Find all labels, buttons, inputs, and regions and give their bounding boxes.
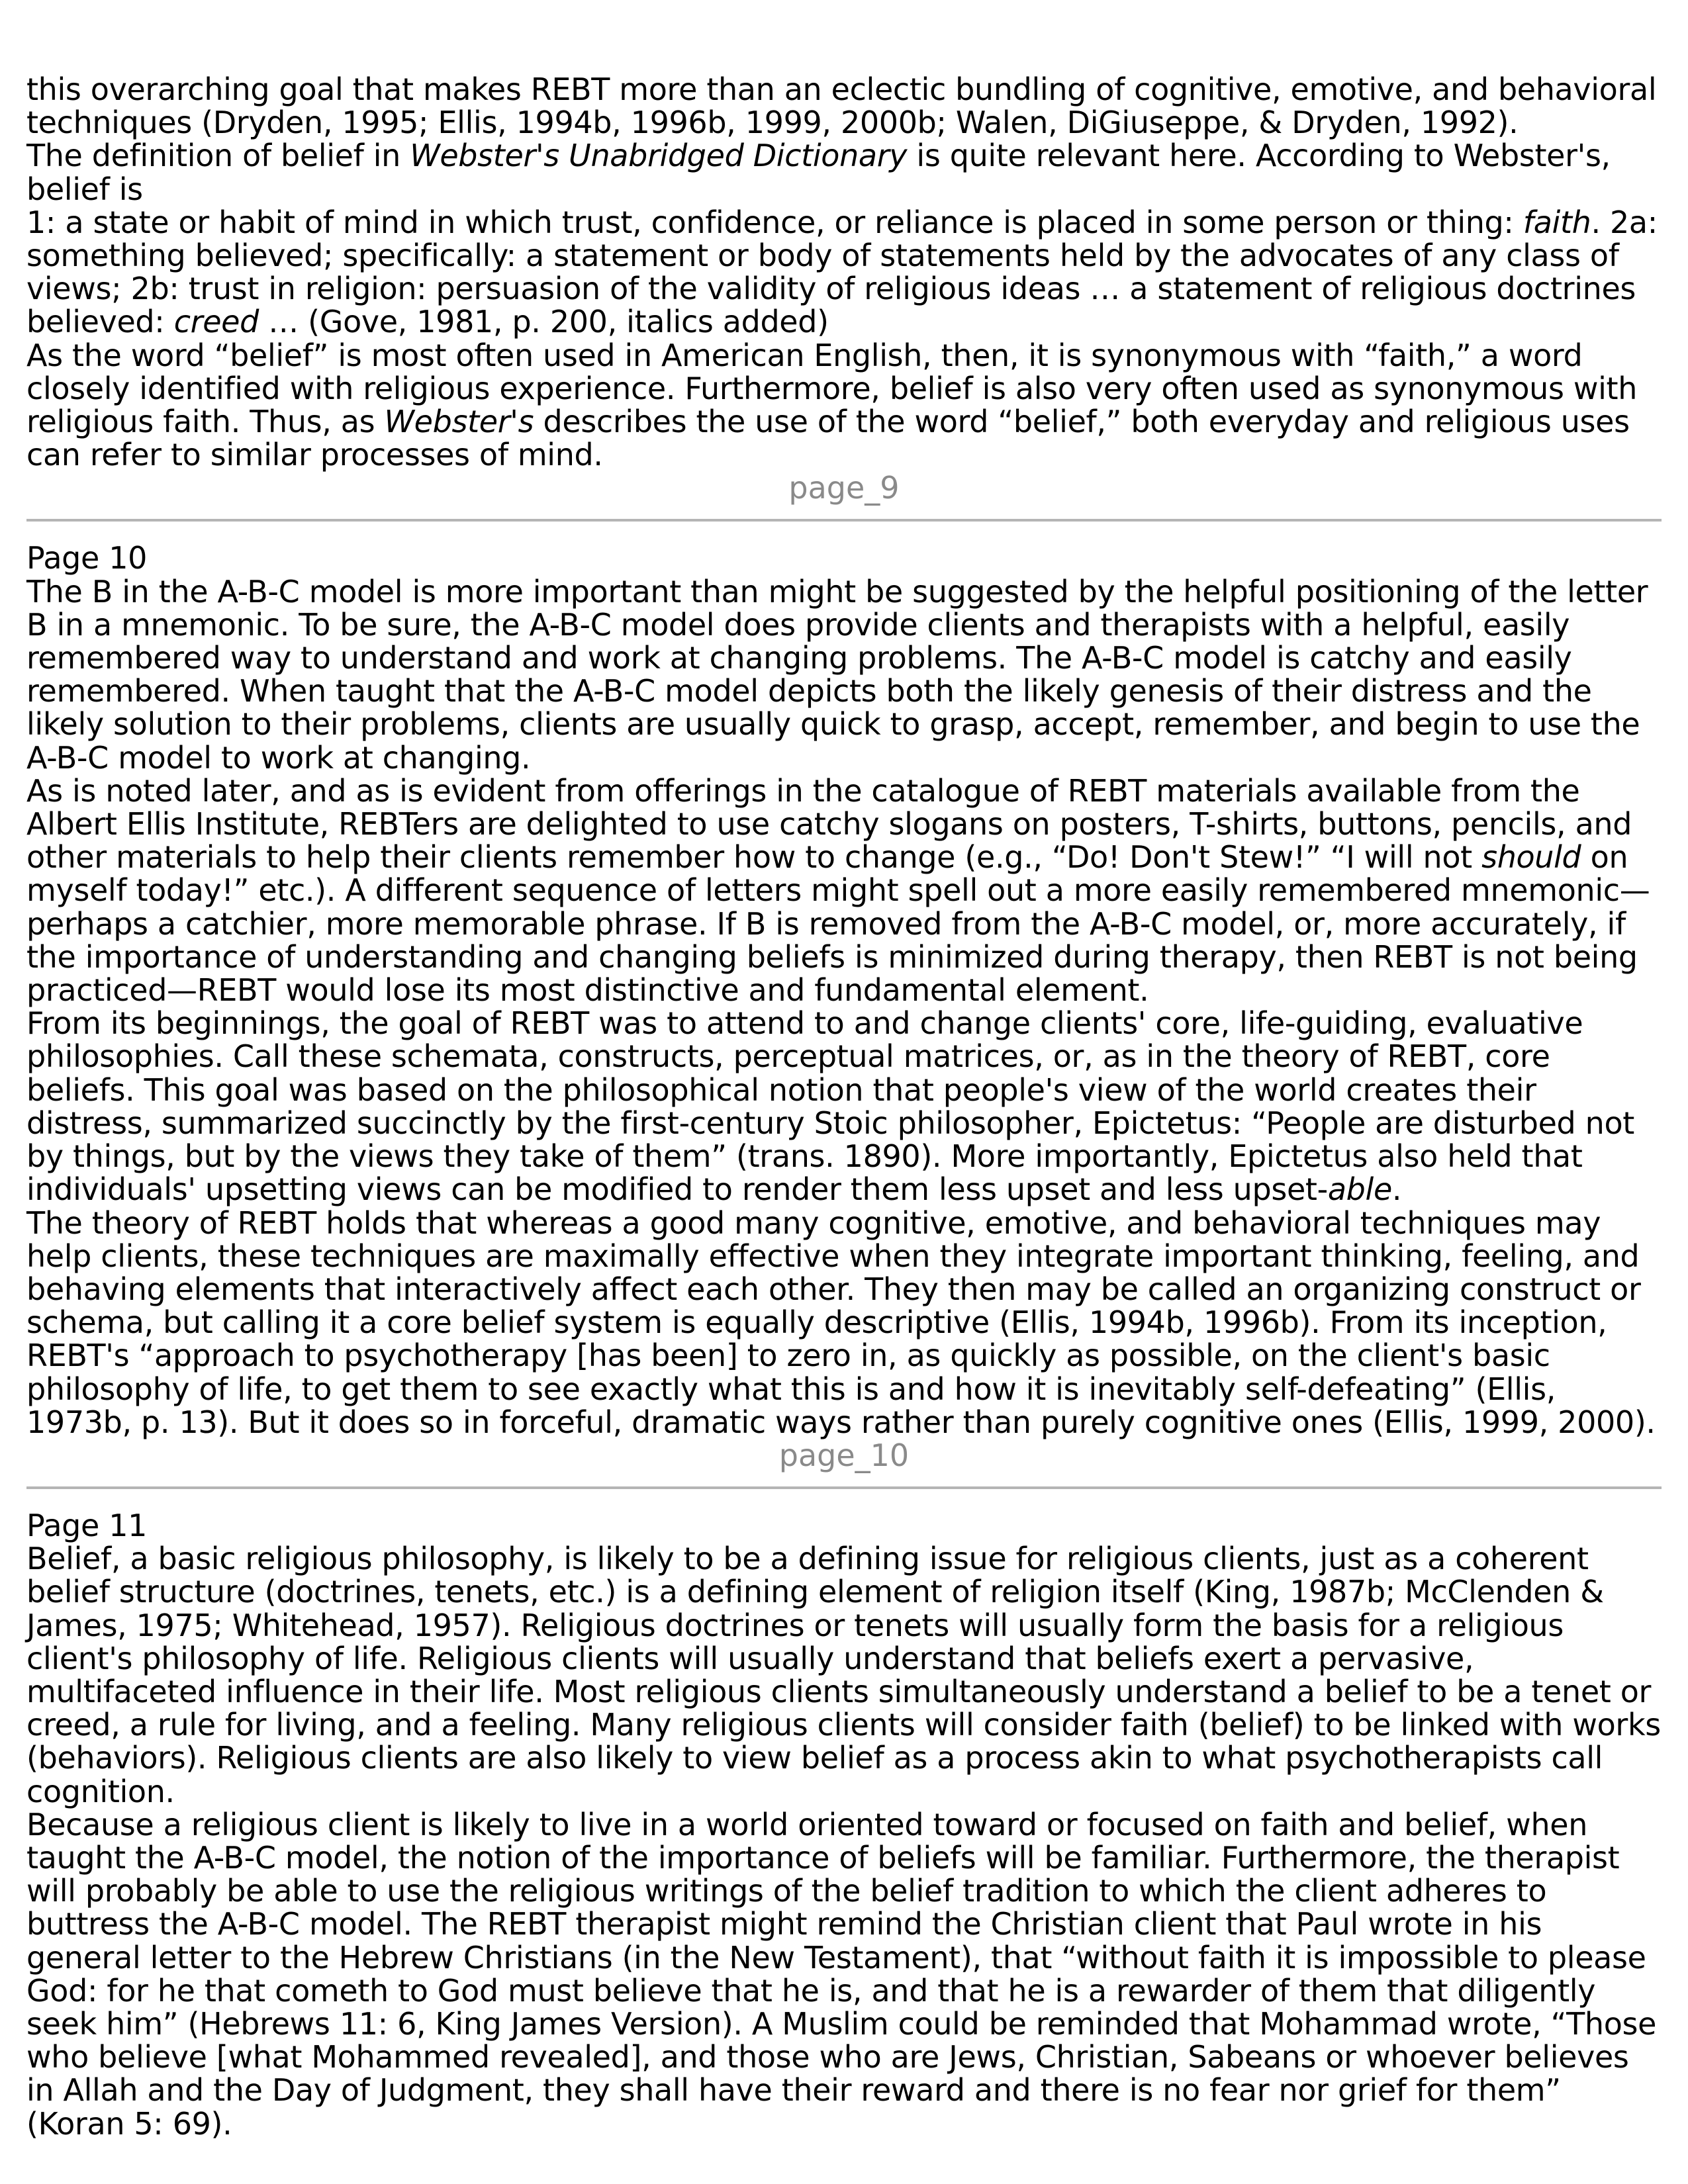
- paragraph: As the word “belief” is most often used in American English, then, it is synonymous with “faith,” a word closely identified with religious experience. Furthermore, belief is also very often used as synonymous with religious faith. Thus, as Webster's describes the use of the word “belief,” both everyday and religious uses can refer to similar processes of mind.: [26, 337, 1638, 473]
- italic-title: Webster's: [384, 404, 534, 440]
- page-heading: Page 10: [26, 540, 148, 576]
- italic-title: Webster's Unabridged Dictionary: [410, 138, 908, 174]
- page-divider: [26, 519, 1662, 522]
- page-10-section: [26, 541, 1662, 1471]
- dictionary-quote: 1: a state or habit of mind in which trust, confidence, or reliance is placed in some person or thing: faith. 2a: something believed; specifically: a statement or body of statements held by the advocates of any class of views; 2b: trust in religion: persuasion of the validity of religious ideas … a statement of religious doctrines believed: creed … (Gove, 1981, p. 200, italics added): [26, 204, 1658, 340]
- italic-word: faith: [1523, 204, 1591, 240]
- paragraph: Because a religious client is likely to live in a world oriented toward or focused on faith and belief, when taught the A-B-C model, the notion of the importance of beliefs will be familiar. Furthermore, the therapist will probably be able to use the religious writings of the belief tradition to which the client adheres to buttress the A-B-C model. The REBT therapist might remind the Christian client that Paul wrote in his general letter to the Hebrew Christians (in the New Testament), that “without faith it is impossible to please God: for he that cometh to God must believe that he is, and that he is a rewarder of them that diligently seek him” (Hebrews 11: 6, King James Version). A Muslim could be reminded that Mohammad wrote, “Those who believe [what Mohammed revealed], and those who are Jews, Christian, Sabeans or whoever believes in Allah and the Day of Judgment, they shall have their reward and there is no fear nor grief for them” (Koran 5: 69).: [26, 1806, 1657, 2142]
- paragraph: As is noted later, and as is evident from offerings in the catalogue of REBT materials available from the Albert Ellis Institute, REBTers are delighted to use catchy slogans on posters, T-shirts, buttons, pencils, and other materials to help their clients remember how to change (e.g., “Do! Don't Stew!” “I will not should on myself today!” etc.). A different sequence of letters might spell out a more easily remembered mnemonic—perhaps a catchier, more memorable phrase. If B is removed from the A-B-C model, or, more accurately, if the importance of understanding and changing beliefs is minimized during therapy, then REBT is not being practiced—REBT would lose its most distinctive and fundamental element.: [26, 772, 1650, 1009]
- italic-word: should: [1481, 839, 1581, 876]
- italic-word: creed: [173, 304, 259, 340]
- paragraph: Belief, a basic religious philosophy, is likely to be a defining issue for religious clients, just as a coherent belief structure (doctrines, tenets, etc.) is a defining element of religion itself (King, 1987b; McClenden & James, 1975; Whitehead, 1957). Religious doctrines or tenets will usually form the basis for a religious client's philosophy of life. Religious clients will usually understand that beliefs exert a pervasive, multifaceted influence in their life. Most religious clients simultaneously understand a belief to be a tenet or creed, a rule for living, and a feeling. Many religious clients will consider faith (belief) to be linked with works (behaviors). Religious clients are also likely to view belief as a process akin to what psychotherapists call cognition.: [26, 1541, 1661, 1809]
- italic-word: able: [1327, 1171, 1392, 1208]
- paragraph: this overarching goal that makes REBT more than an eclectic bundling of cognitive, emotive, and behavioral techniques (Dryden, 1995; Ellis, 1994b, 1996b, 1999, 2000b; Walen, DiGiuseppe, & Dryden, 1992).: [26, 71, 1657, 141]
- page-11-section: [26, 1509, 1662, 2140]
- page-folio: page_9: [788, 470, 900, 506]
- page-9-section: [26, 73, 1662, 504]
- paragraph: The definition of belief in Webster's Unabridged Dictionary is quite relevant here. According to Webster's, belief is: [26, 138, 1611, 207]
- paragraph: The theory of REBT holds that whereas a good many cognitive, emotive, and behavioral techniques may help clients, these techniques are maximally effective when they integrate important thinking, feeling, and behaving elements that interactively affect each other. They then may be called an organizing construct or schema, but calling it a core belief system is equally descriptive (Ellis, 1994b, 1996b). From its inception, REBT's “approach to psychotherapy [has been] to zero in, as quickly as possible, on the client's basic philosophy of life, to get them to see exactly what this is and how it is inevitably self-defeating” (Ellis, 1973b, p. 13). But it does so in forceful, dramatic ways rather than purely cognitive ones (Ellis, 1999, 2000).: [26, 1205, 1656, 1440]
- paragraph: The B in the A-B-C model is more important than might be suggested by the helpful positioning of the letter B in a mnemonic. To be sure, the A-B-C model does provide clients and therapists with a helpful, easily remembered way to understand and work at changing problems. The A-B-C model is catchy and easily remembered. When taught that the A-B-C model depicts both the likely genesis of their distress and the likely solution to their problems, clients are usually quick to grasp, accept, remember, and begin to use the A-B-C model to work at changing.: [26, 573, 1648, 776]
- page-divider: [26, 1486, 1662, 1489]
- document-page: [26, 73, 1662, 2140]
- paragraph: From its beginnings, the goal of REBT was to attend to and change clients' core, life-guiding, evaluative philosophies. Call these schemata, constructs, perceptual matrices, or, as in the theory of REBT, core beliefs. This goal was based on the philosophical notion that people's view of the world creates their distress, summarized succinctly by the first-century Stoic philosopher, Epictetus: “People are disturbed not by things, but by the views they take of them” (trans. 1890). More importantly, Epictetus also held that individuals' upsetting views can be modified to render them less upset and less upset-able.: [26, 1005, 1634, 1208]
- page-folio: page_10: [778, 1437, 910, 1473]
- page-heading: Page 11: [26, 1507, 148, 1543]
